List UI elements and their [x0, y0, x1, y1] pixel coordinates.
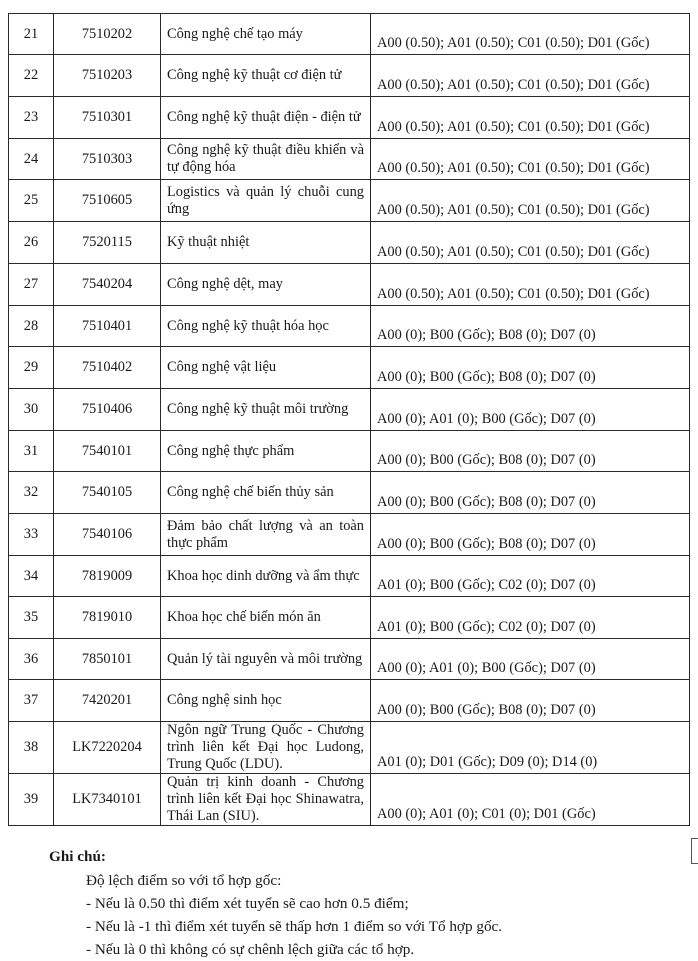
major-code-cell: 7420201	[54, 680, 161, 722]
major-name-cell: Công nghệ kỹ thuật hóa học	[161, 306, 371, 347]
major-name-cell: Quản lý tài nguyên và môi trường	[161, 639, 371, 680]
major-code-cell: 7850101	[54, 639, 161, 680]
major-code-cell: 7819009	[54, 556, 161, 597]
major-name-cell: Khoa học dinh dưỡng và ẩm thực	[161, 556, 371, 597]
admission-combinations-table	[8, 13, 690, 826]
table-row	[9, 222, 690, 264]
major-name-cell: Công nghệ chế tạo máy	[161, 14, 371, 55]
major-code-cell: LK7220204	[54, 722, 161, 774]
row-number-cell: 26	[9, 222, 54, 264]
major-code-cell: 7819010	[54, 597, 161, 639]
major-name-cell: Kỹ thuật nhiệt	[161, 222, 371, 264]
table-row	[9, 264, 690, 306]
row-number-cell: 23	[9, 97, 54, 139]
row-number-cell: 34	[9, 556, 54, 597]
major-name-cell: Logistics và quản lý chuỗi cung ứng	[161, 180, 371, 222]
subject-combination-cell: A00 (0); B00 (Gốc); B08 (0); D07 (0)	[371, 514, 690, 556]
subject-combination-cell: A00 (0); B00 (Gốc); B08 (0); D07 (0)	[371, 431, 690, 472]
major-code-cell: LK7340101	[54, 774, 161, 826]
note-item: - Nếu là 0.50 thì điểm xét tuyển sẽ cao hơn 0.5 điểm;	[86, 895, 409, 912]
major-name-cell: Công nghệ dệt, may	[161, 264, 371, 306]
major-name-cell: Khoa học chế biến món ăn	[161, 597, 371, 639]
table-row	[9, 347, 690, 389]
major-code-cell: 7510202	[54, 14, 161, 55]
subject-combination-cell: A00 (0); B00 (Gốc); B08 (0); D07 (0)	[371, 347, 690, 389]
subject-combination-cell: A00 (0); A01 (0); B00 (Gốc); D07 (0)	[371, 389, 690, 431]
major-name-cell: Công nghệ thực phẩm	[161, 431, 371, 472]
subject-combination-cell: A00 (0.50); A01 (0.50); C01 (0.50); D01 (Gốc)	[371, 55, 690, 97]
table-row	[9, 431, 690, 472]
major-name-cell: Ngôn ngữ Trung Quốc - Chương trình liên kết Đại học Ludong, Trung Quốc (LDU).	[161, 722, 371, 774]
table-row	[9, 722, 690, 774]
table-row	[9, 514, 690, 556]
subject-combination-cell: A00 (0.50); A01 (0.50); C01 (0.50); D01 (Gốc)	[371, 139, 690, 180]
major-name-cell: Công nghệ kỹ thuật điều khiển và tự động hóa	[161, 139, 371, 180]
table-row	[9, 55, 690, 97]
notes-title: Ghi chú:	[49, 848, 106, 865]
major-name-cell: Công nghệ kỹ thuật môi trường	[161, 389, 371, 431]
major-code-cell: 7540204	[54, 264, 161, 306]
table-row	[9, 639, 690, 680]
row-number-cell: 38	[9, 722, 54, 774]
subject-combination-cell: A00 (0.50); A01 (0.50); C01 (0.50); D01 (Gốc)	[371, 97, 690, 139]
major-code-cell: 7540101	[54, 431, 161, 472]
major-name-cell: Công nghệ kỹ thuật cơ điện tử	[161, 55, 371, 97]
row-number-cell: 37	[9, 680, 54, 722]
major-code-cell: 7510203	[54, 55, 161, 97]
row-number-cell: 27	[9, 264, 54, 306]
row-number-cell: 35	[9, 597, 54, 639]
major-code-cell: 7510406	[54, 389, 161, 431]
subject-combination-cell: A00 (0.50); A01 (0.50); C01 (0.50); D01 (Gốc)	[371, 222, 690, 264]
row-number-cell: 29	[9, 347, 54, 389]
major-code-cell: 7540106	[54, 514, 161, 556]
page-edge-mark	[691, 838, 698, 864]
row-number-cell: 22	[9, 55, 54, 97]
major-code-cell: 7510605	[54, 180, 161, 222]
major-code-cell: 7520115	[54, 222, 161, 264]
major-name-cell: Đảm bảo chất lượng và an toàn thực phẩm	[161, 514, 371, 556]
table-row	[9, 556, 690, 597]
table-row	[9, 472, 690, 514]
notes-intro: Độ lệch điểm so với tổ hợp gốc:	[86, 872, 282, 889]
note-item: - Nếu là 0 thì không có sự chênh lệch giữa các tổ hợp.	[86, 941, 415, 958]
note-item: - Nếu là -1 thì điểm xét tuyển sẽ thấp hơn 1 điểm so với Tổ hợp gốc.	[86, 918, 503, 935]
subject-combination-cell: A01 (0); D01 (Gốc); D09 (0); D14 (0)	[371, 722, 690, 774]
major-code-cell: 7510401	[54, 306, 161, 347]
major-name-cell: Công nghệ chế biến thủy sản	[161, 472, 371, 514]
table-body	[9, 14, 690, 826]
subject-combination-cell: A01 (0); B00 (Gốc); C02 (0); D07 (0)	[371, 556, 690, 597]
subject-combination-cell: A00 (0); B00 (Gốc); B08 (0); D07 (0)	[371, 472, 690, 514]
major-code-cell: 7510301	[54, 97, 161, 139]
table-row	[9, 180, 690, 222]
table-row	[9, 774, 690, 826]
major-name-cell: Quản trị kinh doanh - Chương trình liên kết Đại học Shinawatra, Thái Lan (SIU).	[161, 774, 371, 826]
table-row	[9, 14, 690, 55]
table-row	[9, 139, 690, 180]
table-row	[9, 680, 690, 722]
table-row	[9, 389, 690, 431]
major-name-cell: Công nghệ vật liệu	[161, 347, 371, 389]
row-number-cell: 31	[9, 431, 54, 472]
row-number-cell: 21	[9, 14, 54, 55]
major-name-cell: Công nghệ kỹ thuật điện - điện tử	[161, 97, 371, 139]
subject-combination-cell: A00 (0); A01 (0); B00 (Gốc); D07 (0)	[371, 639, 690, 680]
row-number-cell: 30	[9, 389, 54, 431]
row-number-cell: 32	[9, 472, 54, 514]
subject-combination-cell: A01 (0); B00 (Gốc); C02 (0); D07 (0)	[371, 597, 690, 639]
major-name-cell: Công nghệ sinh học	[161, 680, 371, 722]
row-number-cell: 25	[9, 180, 54, 222]
row-number-cell: 24	[9, 139, 54, 180]
major-code-cell: 7510402	[54, 347, 161, 389]
major-code-cell: 7510303	[54, 139, 161, 180]
row-number-cell: 39	[9, 774, 54, 826]
subject-combination-cell: A00 (0); B00 (Gốc); B08 (0); D07 (0)	[371, 306, 690, 347]
subject-combination-cell: A00 (0); A01 (0); C01 (0); D01 (Gốc)	[371, 774, 690, 826]
subject-combination-cell: A00 (0.50); A01 (0.50); C01 (0.50); D01 (Gốc)	[371, 180, 690, 222]
row-number-cell: 28	[9, 306, 54, 347]
row-number-cell: 33	[9, 514, 54, 556]
subject-combination-cell: A00 (0); B00 (Gốc); B08 (0); D07 (0)	[371, 680, 690, 722]
table-row	[9, 306, 690, 347]
major-code-cell: 7540105	[54, 472, 161, 514]
subject-combination-cell: A00 (0.50); A01 (0.50); C01 (0.50); D01 (Gốc)	[371, 14, 690, 55]
row-number-cell: 36	[9, 639, 54, 680]
table-row	[9, 97, 690, 139]
table-row	[9, 597, 690, 639]
subject-combination-cell: A00 (0.50); A01 (0.50); C01 (0.50); D01 (Gốc)	[371, 264, 690, 306]
